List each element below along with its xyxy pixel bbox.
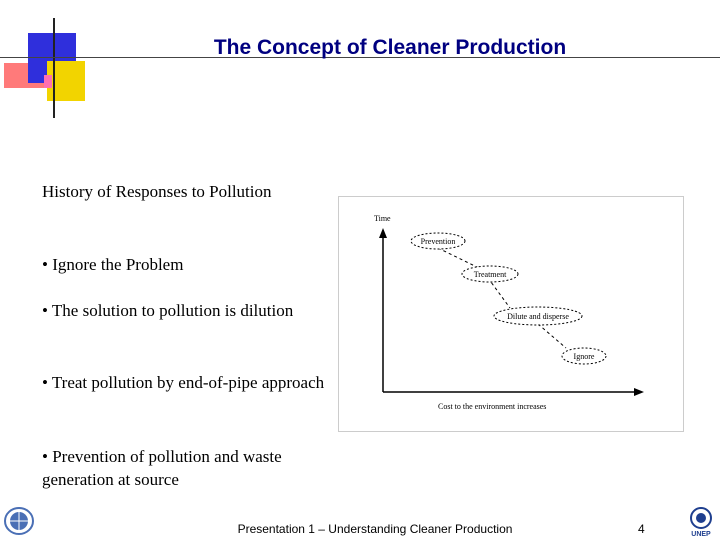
stage-dilute-label: Dilute and disperse (507, 312, 569, 321)
responses-diagram (338, 196, 684, 432)
y-axis-label: Time (374, 214, 391, 223)
stage-ignore-label: Ignore (573, 352, 595, 361)
x-axis-label: Cost to the environment increases (438, 402, 547, 411)
bullet-prevention: • Prevention of pollution and waste generation at source (42, 447, 282, 489)
slide-title: The Concept of Cleaner Production (213, 36, 567, 59)
bullet-treat: • Treat pollution by end-of-pipe approach (42, 373, 325, 392)
footer-text: Presentation 1 – Understanding Cleaner Production (237, 522, 513, 536)
stage-treatment-label: Treatment (473, 270, 507, 279)
decor-pink-block (44, 75, 52, 88)
unep-logo-text: UNEP (691, 531, 711, 538)
unido-logo (2, 506, 36, 536)
section-heading: History of Responses to Pollution (42, 182, 272, 201)
decor-vertical-line (53, 18, 55, 118)
bullet-ignore: • Ignore the Problem (42, 255, 184, 274)
page-number: 4 (638, 522, 645, 536)
unep-logo (684, 506, 718, 538)
bullet-dilution: • The solution to pollution is dilution (42, 301, 294, 320)
stage-prevention-label: Prevention (420, 237, 456, 246)
